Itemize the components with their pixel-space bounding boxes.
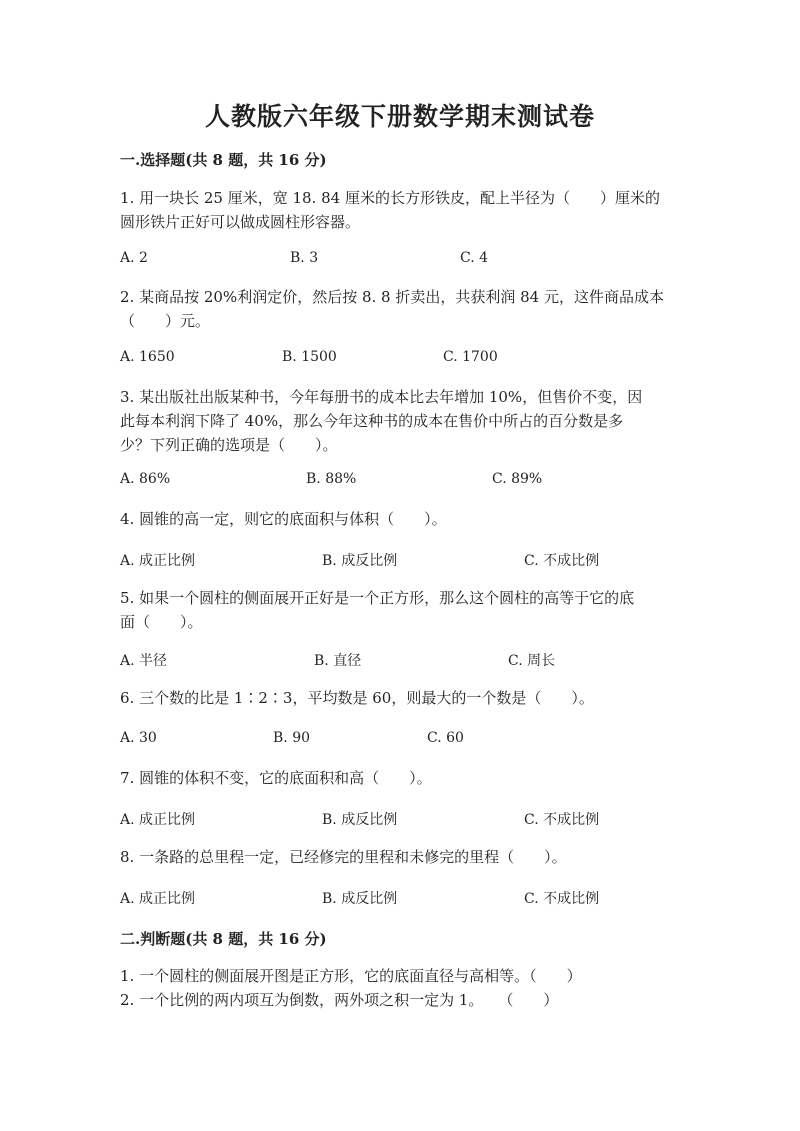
question-5-option-b: B. 直径: [314, 653, 362, 669]
question-2-option-a: A. 1650: [120, 349, 175, 365]
question-3-option-a: A. 86%: [120, 471, 171, 487]
question-7-option-c: C. 不成比例: [524, 812, 600, 828]
question-4: [120, 507, 690, 531]
question-7-option-b: B. 成反比例: [322, 812, 398, 828]
question-4-option-a: A. 成正比例: [120, 553, 196, 569]
question-1: [120, 186, 690, 234]
question-2-option-c: C. 1700: [443, 349, 498, 365]
question-6-line-1: 6. 三个数的比是 1∶2∶3，平均数是 60，则最大的一个数是（ ）。: [120, 689, 594, 707]
question-2-line-2: （ ）元。: [120, 312, 211, 330]
question-8-option-c: C. 不成比例: [524, 891, 600, 907]
section-1-heading: 一.选择题(共 8 题，共 16 分): [120, 151, 327, 169]
question-7-option-a: A. 成正比例: [120, 812, 196, 828]
judgement-question-1: 1. 一个圆柱的侧面展开图是正方形，它的底面直径与高相等。（ ）: [120, 967, 582, 985]
question-8-option-a: A. 成正比例: [120, 891, 196, 907]
question-7-line-1: 7. 圆锥的体积不变，它的底面积和高（ ）。: [120, 769, 432, 787]
question-5-option-a: A. 半径: [120, 653, 168, 669]
question-3-option-b: B. 88%: [306, 471, 357, 487]
judgement-question-2: 2. 一个比例的两内项互为倒数，两外项之积一定为 1。 （ ）: [120, 991, 559, 1009]
section-2-heading: 二.判断题(共 8 题，共 16 分): [120, 930, 327, 948]
question-5-line-1: 5. 如果一个圆柱的侧面展开正好是一个正方形，那么这个圆柱的高等于它的底: [120, 589, 635, 607]
question-3-line-3: 少？下列正确的选项是（ ）。: [120, 436, 338, 454]
question-3-line-2: 此每本利润下降了 40%，那么今年这种书的成本在售价中所占的百分数是多: [120, 412, 624, 430]
page-title: 人教版六年级下册数学期末测试卷: [204, 102, 595, 131]
question-2-line-1: 2. 某商品按 20%利润定价，然后按 8. 8 折卖出，共获利润 84 元，这件商品成本: [120, 288, 664, 306]
question-6: [120, 686, 690, 710]
question-3-option-c: C. 89%: [492, 471, 543, 487]
question-3-line-1: 3. 某出版社出版某种书，今年每册书的成本比去年增加 10%，但售价不变，因: [120, 388, 643, 406]
question-6-option-b: B. 90: [273, 730, 311, 746]
question-4-option-b: B. 成反比例: [322, 553, 398, 569]
question-3: [120, 385, 690, 457]
question-7: [120, 766, 690, 790]
question-1-option-b: B. 3: [290, 250, 319, 266]
question-6-option-c: C. 60: [427, 730, 464, 746]
question-1-line-2: 圆形铁片正好可以做成圆柱形容器。: [120, 213, 361, 231]
question-1-option-a: A. 2: [120, 250, 148, 266]
question-5-option-c: C. 周长: [508, 653, 556, 669]
question-5-line-2: 面（ ）。: [120, 613, 203, 631]
question-1-line-1: 1. 用一块长 25 厘米，宽 18. 84 厘米的长方形铁皮，配上半径为（ ）厘米的: [120, 189, 660, 207]
question-8-option-b: B. 成反比例: [322, 891, 398, 907]
judgement-questions: [120, 964, 690, 1012]
question-5: [120, 586, 690, 634]
question-4-option-c: C. 不成比例: [524, 553, 600, 569]
question-8: [120, 845, 690, 869]
question-4-line-1: 4. 圆锥的高一定，则它的底面积与体积（ ）。: [120, 510, 447, 528]
question-1-option-c: C. 4: [460, 250, 489, 266]
question-2-option-b: B. 1500: [282, 349, 337, 365]
question-2: [120, 285, 690, 333]
question-6-option-a: A. 30: [120, 730, 157, 746]
question-8-line-1: 8. 一条路的总里程一定，已经修完的里程和未修完的里程（ ）。: [120, 848, 567, 866]
